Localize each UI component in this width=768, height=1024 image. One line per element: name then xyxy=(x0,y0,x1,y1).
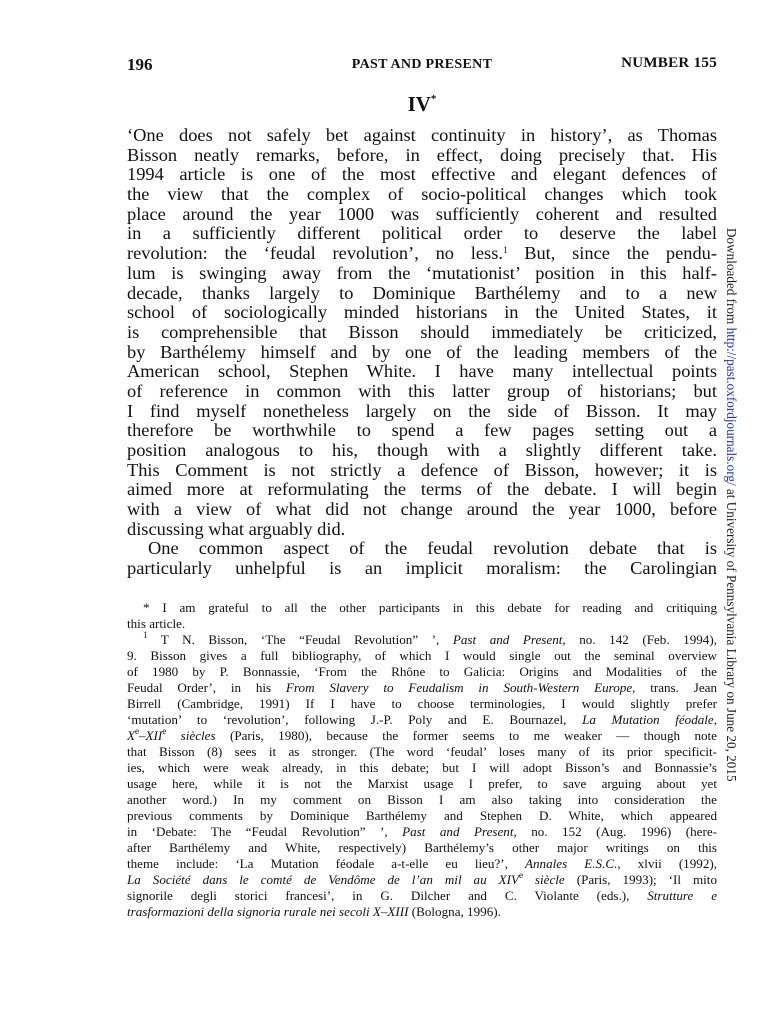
book-title-italic: Strutture e xyxy=(647,888,718,903)
body-line: is comprehensible that Bisson should immediately be criticized, xyxy=(127,321,717,342)
journal-url-link[interactable]: http://past.oxfordjournals.org/ xyxy=(724,327,739,486)
footnote-1-marker: 1 xyxy=(143,630,148,640)
body-line: school of sociologically minded historians in the United States, it xyxy=(127,302,717,323)
journal-title-italic: Annales E.S.C. xyxy=(525,856,618,871)
body-line: discussing what arguably did. xyxy=(127,518,346,539)
footnote-line: Feudal Order’, in his From Slavery to Feudalism in South-Western Europe, trans. Jean xyxy=(127,680,717,695)
footnote-line: $^1$ T N. Bisson, ‘The “Feudal Revolution” ’, Past and Present, no. 142 (Feb. 1994), xyxy=(143,630,717,647)
footnote-line: after Barthélemy and White, respectively) Barthélemy’s other major writings on this xyxy=(127,840,717,855)
body-line: therefore be worthwhile to spend a few pages setting out a xyxy=(127,420,717,441)
book-title-italic: From Slavery to Feudalism in South-Western Europe xyxy=(285,680,633,695)
footnote-line: this article. xyxy=(127,616,186,631)
body-line: with a view of what did not change around the year 1000, before xyxy=(127,499,717,520)
book-title-italic: trasformazioni della signoria rurale nei secoli X–XIII xyxy=(127,904,409,919)
section-footnote-marker: * xyxy=(430,93,437,105)
body-line: in a sufficiently different political order to deserve the label xyxy=(127,223,717,244)
body-line: One common aspect of the feudal revolution debate that is xyxy=(148,538,717,559)
body-line: This Comment is not strictly a defence of Bisson, however; it is xyxy=(127,459,717,480)
body-line: by Barthélemy himself and by one of the leading members of the xyxy=(127,341,717,362)
running-head xyxy=(127,55,717,79)
footnote-line: trasformazioni della signoria rurale nei secoli X–XIII (Bologna, 1996). xyxy=(127,904,501,919)
footnote-line: in ‘Debate: The “Feudal Revolution” ’, Past and Present, no. 152 (Aug. 1996) (here- xyxy=(127,824,717,839)
body-line: ‘One does not safely bet against continuity in history’, as Thomas xyxy=(127,125,717,145)
footnote-star-marker: * xyxy=(143,600,150,615)
page-number: 196 xyxy=(127,55,153,74)
footnote-line: Xe–XIIe siècles (Paris, 1980), because the former seems to me weaker — though note xyxy=(127,726,717,743)
issue-number: NUMBER 155 xyxy=(621,55,717,71)
body-line: 1994 article is one of the most effective and elegant defences of xyxy=(127,164,717,185)
body-line xyxy=(127,244,717,264)
body-line: place around the year 1000 was sufficiently coherent and resulted xyxy=(127,203,717,224)
footnote-line: * I am grateful to all the other participants in this debate for reading and critiquing xyxy=(143,600,717,615)
book-title-italic: La Société dans le comté de Vendôme de l’an mil au XIV xyxy=(127,872,519,887)
body-line: of reference in common with this latter group of historians; but xyxy=(127,380,717,401)
body-line: I find myself nonetheless largely on the side of Bisson. It may xyxy=(127,400,717,421)
body-line: Bisson neatly remarks, before, in effect, doing precisely that. His xyxy=(127,144,717,165)
body-line-text-continued: But, since the pendu- xyxy=(507,243,717,264)
footnote-line: ‘mutation’ to ‘revolution’, following J.-P. Poly and E. Bournazel, La Mutation féodale, xyxy=(127,712,718,727)
body-line: lum is swinging away from the ‘mutationist’ position in this half- xyxy=(127,262,717,283)
section-heading xyxy=(127,92,717,117)
download-watermark: Downloaded from http://past.oxfordjournals.org/ at University of Pennsylvania Library on June 20, 2015 xyxy=(724,228,739,782)
body-line: aimed more at reformulating the terms of the debate. I will begin xyxy=(127,479,717,500)
footnote-line: usage here, while it is not the Marxist usage I prefer, to save arguing about yet xyxy=(127,776,717,791)
body-line-text: revolution: the ‘feudal revolution’, no less. xyxy=(127,243,503,264)
footnote-line: previous comments by Dominique Barthélemy and Stephen D. White, which appeared xyxy=(127,808,717,823)
footnote-line: that Bisson (8) sees it as stronger. (The word ‘feudal’ loses many of its prior specificit- xyxy=(127,744,717,759)
journal-title: PAST AND PRESENT xyxy=(351,57,493,72)
footnote-line: another word.) In my comment on Bisson I am also taking into consideration the xyxy=(127,792,717,807)
book-title-italic: La Mutation féodale, xyxy=(582,712,718,727)
journal-title-italic: Past and Present xyxy=(452,632,563,647)
footnote-line: 9. Bisson gives a full bibliography, of which I would single out the seminal overview xyxy=(127,648,717,663)
footnote-reference-1: 1 xyxy=(502,245,508,256)
footnote-line: La Société dans le comté de Vendôme de l’an mil au XIVe siècle (Paris, 1993); ‘Il mito xyxy=(127,870,717,887)
footnotes xyxy=(127,600,717,920)
body-line: particularly unhelpful is an implicit moralism: the Carolingian xyxy=(127,558,717,579)
journal-title-italic: Past and Present xyxy=(402,824,514,839)
body-line: American school, Stephen White. I have many intellectual points xyxy=(127,361,717,382)
body-text xyxy=(127,126,717,579)
footnote-line: theme include: ‘La Mutation féodale a-t-elle eu lieu?’, Annales E.S.C., xlvii (1992), xyxy=(127,856,718,871)
body-line: the view that the complex of socio-political changes which took xyxy=(127,184,717,205)
footnote-line: of 1980 by P. Bonnassie, ‘From the Rhône to Galicia: Origins and Modalities of the xyxy=(127,664,717,679)
footnote-line: signorile degli storici francesi’, in G. Dilcher and C. Violante (eds.), Strutture e xyxy=(127,888,718,903)
body-line: position analogous to his, though with a slightly different take. xyxy=(127,440,717,460)
footnote-line: ies, which were weak already, in this debate; but I will adopt Bisson’s and Bonnassie’s xyxy=(127,760,717,775)
body-line: decade, thanks largely to Dominique Barthélemy and to a new xyxy=(127,282,717,303)
section-numeral: IV xyxy=(407,92,431,116)
footnote-line: Birrell (Cambridge, 1991) If I have to choose terminologies, I would slightly prefer xyxy=(127,696,717,711)
